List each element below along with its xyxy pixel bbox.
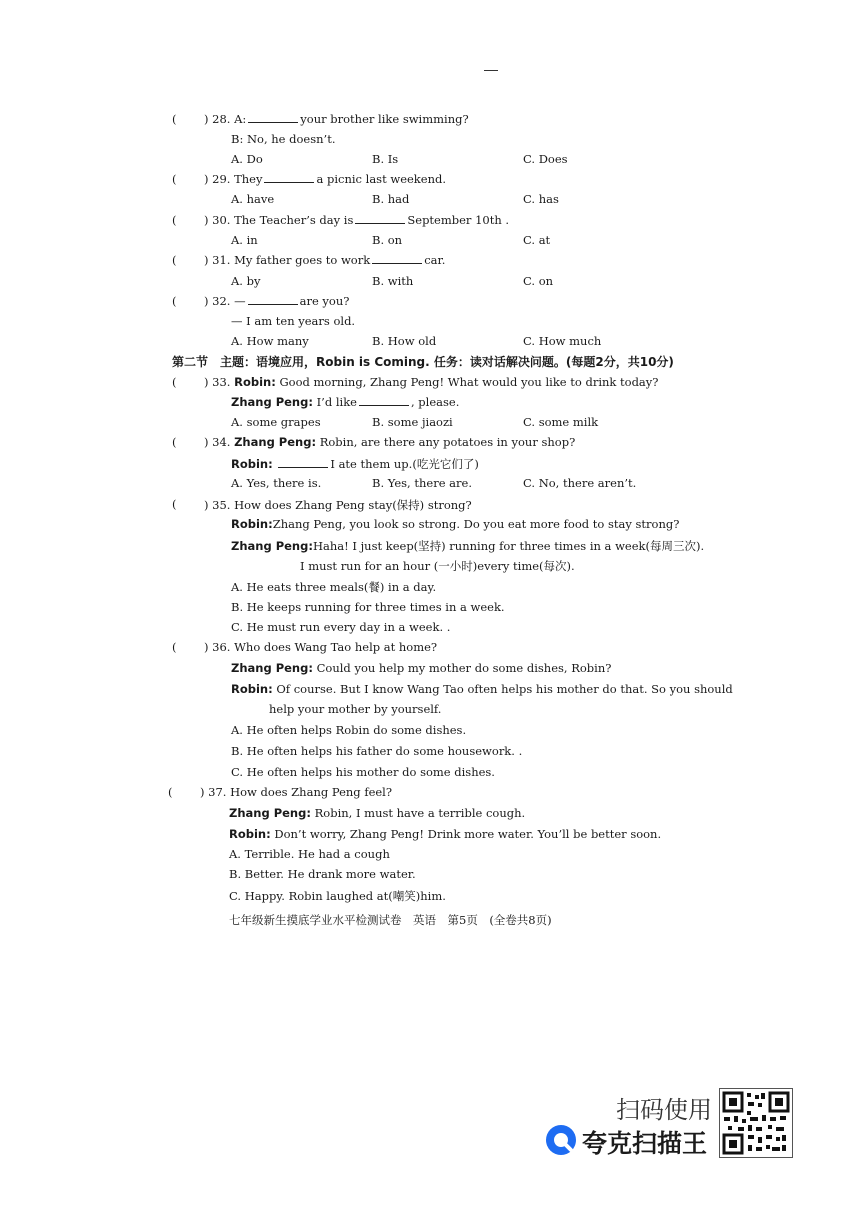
answer-paren: ( bbox=[172, 112, 177, 126]
question-36: ) 36. Who does Wang Tao help at home? bbox=[204, 640, 438, 654]
question-33-line-2 bbox=[231, 395, 459, 409]
question-35-line-1 bbox=[231, 517, 679, 531]
question-33-number: ) 33. bbox=[204, 375, 231, 389]
speaker-label: Robin: bbox=[231, 517, 273, 531]
question-34 bbox=[204, 435, 575, 449]
answer-paren: ( bbox=[172, 294, 177, 308]
question-31-number: ) 31. My father goes to work bbox=[204, 253, 371, 267]
question-29-text: a picnic last weekend. bbox=[316, 172, 447, 186]
option-a: A. have bbox=[231, 192, 275, 206]
scan-label: 扫码使用 bbox=[616, 1096, 712, 1124]
option-c: C. He often helps his mother do some dishes. bbox=[231, 765, 495, 779]
question-34-line-2 bbox=[231, 456, 479, 472]
option-b: B. Is bbox=[372, 152, 399, 166]
dialogue-line-continued: help your mother by yourself. bbox=[269, 702, 442, 716]
option-b: B. Yes, there are. bbox=[372, 476, 472, 490]
option-c: C. He must run every day in a week. . bbox=[231, 620, 451, 634]
option-b: B. Better. He drank more water. bbox=[229, 867, 416, 881]
dialogue-line: Zhang Peng, you look so strong. Do you eat more food to stay strong? bbox=[272, 517, 680, 531]
dialogue-line: Robin, I must have a terrible cough. bbox=[314, 806, 526, 820]
option-c: C. Happy. Robin laughed at(嘲笑)him. bbox=[229, 889, 446, 903]
section-2-heading: 第二节 主题：语境应用，Robin is Coming. 任务：读对话解决问题。(每题2分，共10分) bbox=[172, 355, 674, 369]
option-a: A. Terrible. He had a cough bbox=[229, 847, 390, 861]
question-37-line-1 bbox=[229, 806, 525, 820]
dialogue-line-end: , please. bbox=[410, 395, 460, 409]
answer-paren: ( bbox=[172, 435, 177, 449]
speaker-label: Zhang Peng: bbox=[234, 435, 317, 449]
option-b: B. on bbox=[372, 233, 403, 247]
question-32-reply: — I am ten years old. bbox=[231, 314, 356, 328]
answer-blank bbox=[264, 173, 314, 183]
question-37: ) 37. How does Zhang Peng feel? bbox=[200, 785, 393, 799]
option-b: B. with bbox=[372, 274, 414, 288]
question-37-line-2 bbox=[229, 827, 661, 841]
question-30-number: ) 30. The Teacher’s day is bbox=[204, 213, 354, 227]
question-28 bbox=[204, 112, 469, 126]
dialogue-line-continued: I must run for an hour (一小时)every time(每次). bbox=[300, 559, 575, 573]
option-b: B. He often helps his father do some housework. . bbox=[231, 744, 523, 758]
question-29 bbox=[204, 172, 446, 186]
answer-paren: ( bbox=[172, 497, 177, 511]
option-a: A. in bbox=[231, 233, 258, 247]
answer-blank bbox=[248, 295, 298, 305]
speaker-label: Robin: bbox=[231, 682, 273, 696]
question-32 bbox=[204, 294, 349, 308]
speaker-label: Robin: bbox=[231, 457, 273, 471]
speaker-label: Zhang Peng: bbox=[231, 395, 313, 409]
question-36-line-1 bbox=[231, 661, 611, 675]
answer-blank bbox=[359, 396, 409, 406]
qr-code-icon[interactable] bbox=[719, 1088, 793, 1158]
option-a: A. He often helps Robin do some dishes. bbox=[231, 723, 467, 737]
dialogue-line: Haha! I just keep(坚持) running for three times in a week(每周三次). bbox=[312, 539, 705, 553]
dialogue-line: Robin, are there any potatoes in your shop? bbox=[319, 435, 576, 449]
question-32-number: ) 32. — bbox=[204, 294, 246, 308]
dialogue-line: Could you help my mother do some dishes, Robin? bbox=[316, 661, 612, 675]
question-30-text: September 10th . bbox=[407, 213, 510, 227]
option-b: B. had bbox=[372, 192, 410, 206]
option-a: A. by bbox=[231, 274, 261, 288]
question-30 bbox=[204, 213, 509, 227]
speaker-label: Zhang Peng: bbox=[231, 661, 313, 675]
question-28-text: your brother like swimming? bbox=[300, 112, 469, 126]
answer-blank bbox=[372, 254, 422, 264]
app-name: 夸克扫描王 bbox=[582, 1129, 708, 1158]
answer-paren: ( bbox=[168, 785, 173, 799]
option-c: C. has bbox=[523, 192, 559, 206]
question-35: ) 35. How does Zhang Peng stay(保持) strong? bbox=[204, 498, 472, 512]
speaker-label: Robin: bbox=[234, 375, 276, 389]
dialogue-line: I ate them up.(吃光它们了) bbox=[330, 457, 479, 471]
option-a: A. He eats three meals(餐) in a day. bbox=[231, 580, 437, 594]
quark-logo-icon bbox=[545, 1124, 577, 1156]
option-c: C. some milk bbox=[523, 415, 599, 429]
answer-paren: ( bbox=[172, 172, 177, 186]
question-34-number: ) 34. bbox=[204, 435, 231, 449]
dialogue-line: Of course. But I know Wang Tao often helps his mother do that. So you should bbox=[276, 682, 733, 696]
option-c: C. Does bbox=[523, 152, 568, 166]
question-28-reply: B: No, he doesn’t. bbox=[231, 132, 336, 146]
dialogue-line: I’d like bbox=[316, 395, 357, 409]
answer-blank bbox=[248, 113, 298, 123]
question-28-number: ) 28. A: bbox=[204, 112, 247, 126]
page-footer: 七年级新生摸底学业水平检测试卷 英语 第5页 (全卷共8页) bbox=[229, 913, 552, 927]
option-a: A. How many bbox=[231, 334, 309, 348]
question-36-line-2 bbox=[231, 682, 733, 696]
option-a: A. Do bbox=[231, 152, 263, 166]
answer-paren: ( bbox=[172, 640, 177, 654]
speaker-label: Zhang Peng: bbox=[229, 806, 311, 820]
answer-paren: ( bbox=[172, 213, 177, 227]
option-c: C. at bbox=[523, 233, 551, 247]
question-31-text: car. bbox=[424, 253, 446, 267]
option-a: A. Yes, there is. bbox=[231, 476, 322, 490]
speaker-label: Zhang Peng: bbox=[231, 539, 313, 553]
option-b: B. some jiaozi bbox=[372, 415, 453, 429]
option-c: C. How much bbox=[523, 334, 602, 348]
answer-paren: ( bbox=[172, 375, 177, 389]
option-a: A. some grapes bbox=[231, 415, 321, 429]
question-31 bbox=[204, 253, 445, 267]
question-35-line-2 bbox=[231, 538, 704, 554]
answer-paren: ( bbox=[172, 253, 177, 267]
speaker-label: Robin: bbox=[229, 827, 271, 841]
question-33 bbox=[204, 375, 658, 389]
option-b: B. He keeps running for three times in a week. bbox=[231, 600, 505, 614]
answer-blank bbox=[355, 214, 405, 224]
answer-blank bbox=[278, 458, 328, 468]
option-b: B. How old bbox=[372, 334, 437, 348]
page-top-mark bbox=[484, 70, 498, 71]
option-c: C. on bbox=[523, 274, 554, 288]
dialogue-line: Don’t worry, Zhang Peng! Drink more water. You’ll be better soon. bbox=[274, 827, 662, 841]
question-32-text: are you? bbox=[299, 294, 350, 308]
question-29-number: ) 29. They bbox=[204, 172, 263, 186]
dialogue-line: Good morning, Zhang Peng! What would you like to drink today? bbox=[279, 375, 659, 389]
option-c: C. No, there aren’t. bbox=[523, 476, 637, 490]
